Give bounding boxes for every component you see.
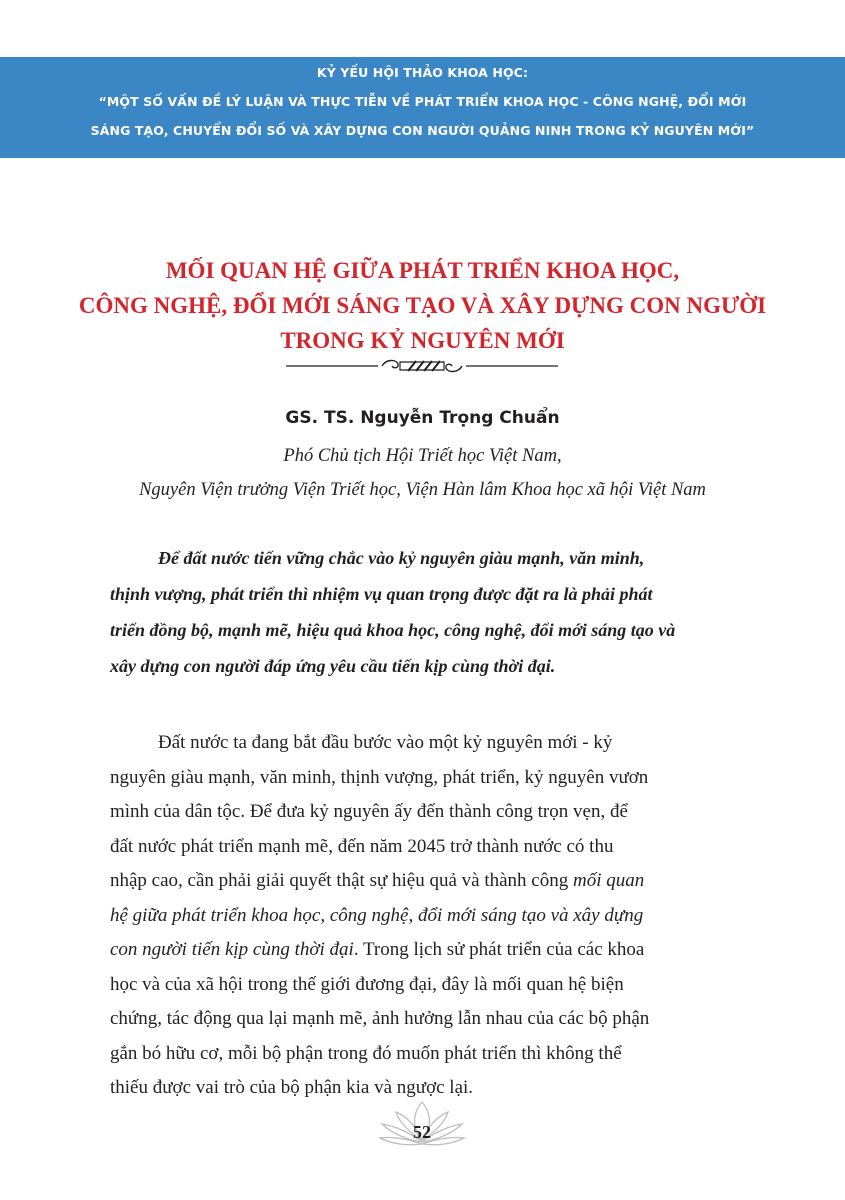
author-name: GS. TS. Nguyễn Trọng Chuẩn — [285, 408, 560, 428]
abstract — [110, 540, 735, 684]
body-line — [110, 933, 740, 968]
body-line: nguyên giàu mạnh, văn minh, thịnh vượng, phát triển, kỷ nguyên vươn — [110, 766, 649, 788]
abstract-line: triển đồng bộ, mạnh mẽ, hiệu quả khoa học, công nghệ, đổi mới sáng tạo và — [110, 620, 676, 640]
body-line: gắn bó hữu cơ, mỗi bộ phận trong đó muốn phát triển thì không thể — [110, 1042, 622, 1064]
title-divider-ornament-icon — [286, 356, 558, 376]
body-line: mình của dân tộc. Để đưa kỷ nguyên ấy đến thành công trọn vẹn, để — [110, 801, 628, 822]
article-title — [60, 253, 785, 358]
page-number: 52 — [413, 1122, 431, 1142]
body-paragraph — [110, 726, 740, 1106]
body-line: Đất nước ta đang bắt đầu bước vào một kỷ nguyên mới - kỷ — [158, 732, 613, 753]
abstract-line: Để đất nước tiến vững chắc vào kỷ nguyên giàu mạnh, văn minh, — [158, 548, 645, 568]
page-footer — [372, 1100, 472, 1160]
body-line: chứng, tác động qua lại mạnh mẽ, ảnh hưởng lẫn nhau của các bộ phận — [110, 1008, 650, 1029]
body-line — [110, 864, 740, 899]
body-line — [110, 899, 740, 934]
body-text-segment: nhập cao, cần phải giải quyết thật sự hiệu quả và thành công — [110, 870, 573, 891]
body-line: học và của xã hội trong thế giới đương đại, đây là mối quan hệ biện — [110, 973, 624, 995]
body-italic-segment: con người tiến kịp cùng thời đại — [110, 939, 354, 960]
abstract-line: xây dựng con người đáp ứng yêu cầu tiến kịp cùng thời đại. — [110, 656, 556, 676]
body-italic-segment: hệ giữa phát triển khoa học, công nghệ, đổi mới sáng tạo và xây dựng — [110, 904, 644, 926]
banner-line-3: SÁNG TẠO, CHUYỂN ĐỔI SỐ VÀ XÂY DỰNG CON NGƯỜI QUẢNG NINH TRONG KỶ NGUYÊN MỚI” — [90, 123, 755, 138]
body-italic-segment: mối quan — [573, 870, 645, 891]
body-line: đất nước phát triển mạnh mẽ, đến năm 2045 trở thành nước có thu — [110, 835, 614, 857]
banner-line-2: “MỘT SỐ VẤN ĐỀ LÝ LUẬN VÀ THỰC TIỄN VỀ PHÁT TRIỂN KHOA HỌC - CÔNG NGHỆ, ĐỔI MỚI — [98, 94, 747, 109]
abstract-line: thịnh vượng, phát triển thì nhiệm vụ quan trọng được đặt ra là phải phát — [110, 584, 653, 604]
title-line-2: CÔNG NGHỆ, ĐỔI MỚI SÁNG TẠO VÀ XÂY DỰNG CON NGƯỜI — [78, 293, 767, 318]
title-line-1: MỐI QUAN HỆ GIỮA PHÁT TRIỂN KHOA HỌC, — [165, 258, 680, 283]
author-affiliation-2: Nguyên Viện trưởng Viện Triết học, Viện Hàn lâm Khoa học xã hội Việt Nam — [139, 480, 706, 500]
body-line: thiếu được vai trò của bộ phận kia và ngược lại. — [110, 1077, 474, 1098]
title-line-3: TRONG KỶ NGUYÊN MỚI — [280, 328, 565, 353]
author-affiliation-1: Phó Chủ tịch Hội Triết học Việt Nam, — [283, 446, 562, 466]
header-banner — [0, 57, 845, 158]
body-text-segment: . Trong lịch sử phát triển của các khoa — [353, 939, 645, 960]
banner-line-1: KỶ YẾU HỘI THẢO KHOA HỌC: — [316, 65, 529, 80]
